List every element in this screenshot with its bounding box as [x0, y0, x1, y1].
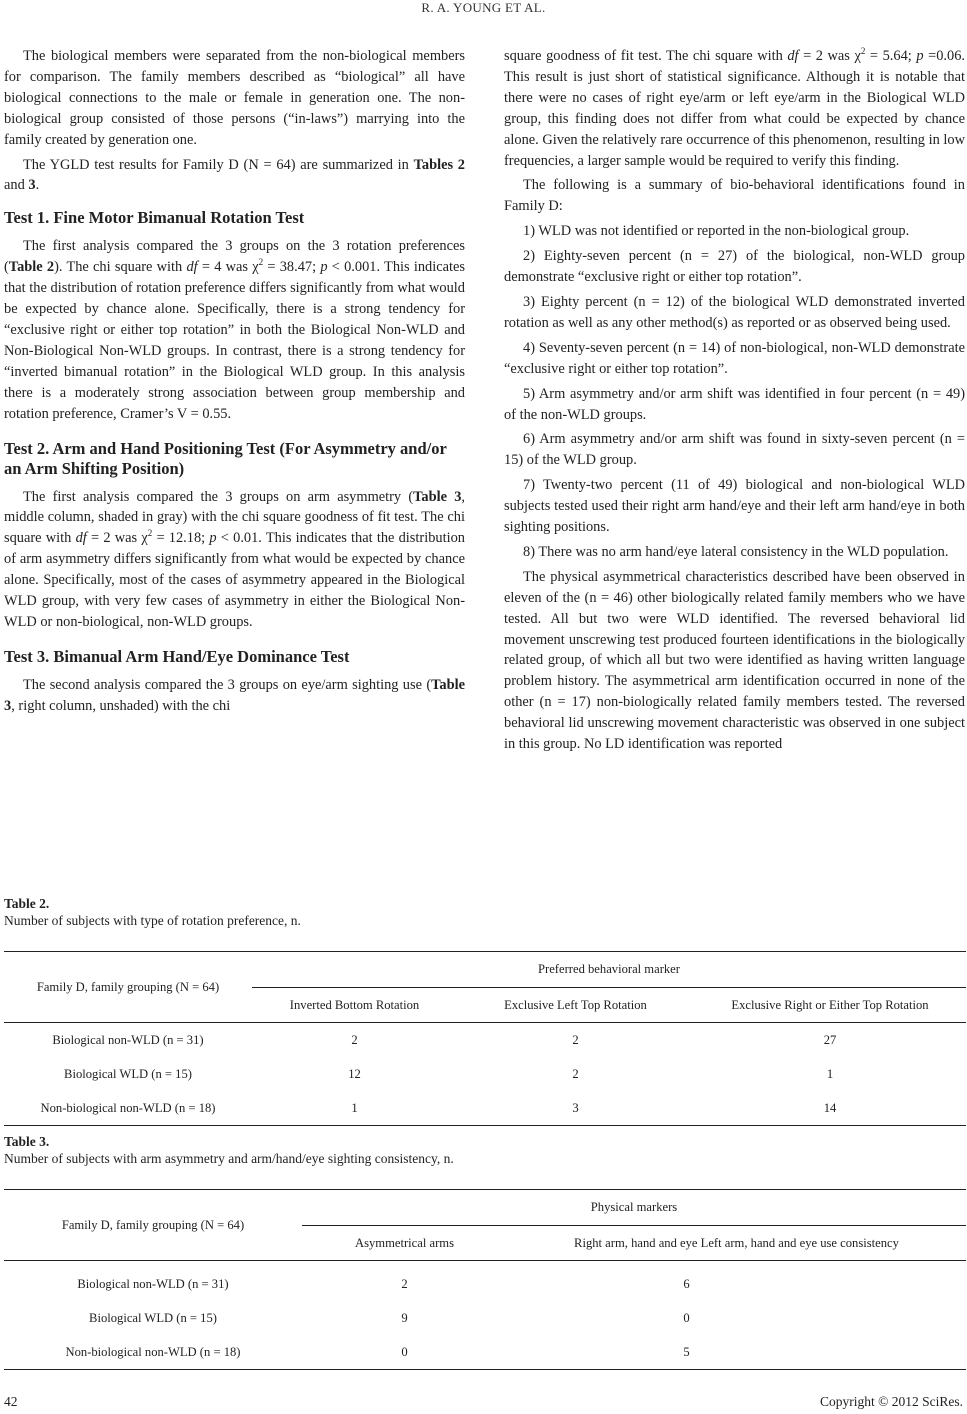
- section-heading: Test 3. Bimanual Arm Hand/Eye Dominance Test: [4, 646, 350, 666]
- list-item: 3) Eighty percent (n = 12) of the biological WLD demonstrated inverted rotation as well as any other method(s) as reported or as observed being used.: [504, 293, 965, 331]
- column-header: Right arm, hand and eye Left arm, hand and eye use consistency: [507, 1226, 966, 1261]
- table-label: Table 3.: [4, 1134, 50, 1149]
- cell: 2: [572, 1066, 579, 1081]
- table-row: [4, 1091, 966, 1126]
- paragraph: The first analysis compared the 3 groups on the 3 rotation preferences (Table 2). The chi square with df = 4 was $\chi^2 = 38.47$; p < 0.001. This indicates that the distribution of rotation preference differs significantly from what would be expected by chance alone. Specifically, there is a strong tendency for “exclusive right or either top rotation” in both the Biological Non-WLD and Non-Biological Non-WLD groups. In contrast, there is a strong tendency for “inverted bimanual rotation” in the Biological WLD group. In this analysis there is a moderately strong association between group membership and rotation preference, Cramer’s V = 0.55.: [4, 238, 465, 422]
- table-ref[interactable]: Table 3: [413, 488, 462, 505]
- table-3: [4, 1189, 966, 1370]
- paragraph: square goodness of fit test. The chi square with df = 2 was $\chi^2 = 5.64$; p =0.06. This result is just short of statistical significance. Although it is notable that there were no cases of right eye/arm or left eye/arm in the Biological WLD group, this finding does not differ from what could be expected by chance alone. Given the relatively rare occurrence of this phenomenon, resulting in low frequencies, a larger sample would be required to verify this finding.: [504, 46, 966, 169]
- column-header: Exclusive Left Top Rotation: [457, 988, 694, 1023]
- right-column: [504, 46, 965, 759]
- row-label: Biological WLD (n = 15): [64, 1066, 192, 1081]
- table-caption-text: Number of subjects with arm asymmetry and arm/hand/eye sighting consistency, n.: [4, 1151, 454, 1166]
- table-2: [4, 951, 966, 1126]
- section-heading: Test 2. Arm and Hand Positioning Test (For Asymmetry and/or an Arm Shifting Position): [4, 438, 447, 478]
- table-caption-text: Number of subjects with type of rotation preference, n.: [4, 913, 301, 928]
- cell: 3: [572, 1100, 579, 1115]
- page-number: 42: [4, 1394, 18, 1409]
- cell: 14: [823, 1100, 837, 1115]
- cell: 5: [683, 1344, 690, 1359]
- table-row: [4, 1261, 966, 1302]
- table-caption: [4, 1133, 966, 1167]
- section-heading: Test 1. Fine Motor Bimanual Rotation Test: [4, 208, 305, 228]
- list-item: 8) There was no arm hand/eye lateral consistency in the WLD population.: [523, 543, 949, 560]
- paragraph: The physical asymmetrical characteristics described have been observed in eleven of the (n = 46) other biologically related family members who we have tested. All but two were WLD identified. The reversed behavioral lid movement unscrewing test produced fourteen identifications in the biologically related group, of which all but two were identified as having written language problem history. The asymmetrical arm identification occurred in none of the other (n = 17) non-biologically related family members tested. The reversed behavioral lid unscrewing movement characteristic was observed in one subject in this group. No LD identification was reported: [504, 568, 965, 753]
- table-row: [4, 1023, 966, 1058]
- list-item: 5) Arm asymmetry and/or arm shift was identified in four percent (n = 49) of the non-WLD groups.: [504, 385, 965, 423]
- column-header: Inverted Bottom Rotation: [252, 988, 457, 1023]
- cell: 1: [826, 1066, 834, 1081]
- column-header: Asymmetrical arms: [302, 1226, 507, 1261]
- row-label: Non-biological non-WLD (n = 18): [65, 1344, 241, 1359]
- cell: 1: [351, 1100, 358, 1115]
- list-item: 4) Seventy-seven percent (n = 14) of non-biological, non-WLD demonstrate “exclusive right or either top rotation”.: [504, 339, 965, 377]
- table-ref[interactable]: 3: [28, 177, 36, 194]
- cell: 12: [348, 1066, 361, 1081]
- list-item: 2) Eighty-seven percent (n = 27) of the biological, non-WLD group demonstrate “exclusive right or either top rotation”.: [504, 248, 965, 286]
- running-head: R. A. YOUNG ET AL.: [421, 0, 546, 15]
- left-column: [4, 46, 465, 721]
- table-label: Table 2.: [4, 896, 50, 911]
- paragraph: The YGLD test results for Family D (N = 64) are summarized in Tables 2 and 3.: [4, 156, 465, 194]
- paragraph: The biological members were separated from the non-biological members for comparison. The family members described as “biological” all have biological connections to the male or female in generation one. The non-biological group consisted of those persons (“in-laws”) marrying into the family created by generation one.: [4, 48, 465, 148]
- row-label: Biological non-WLD (n = 31): [52, 1032, 204, 1047]
- cell: 27: [823, 1032, 837, 1047]
- row-label: Non-biological non-WLD (n = 18): [40, 1100, 216, 1115]
- row-header: Family D, family grouping (N = 64): [4, 952, 252, 1023]
- list-item: 6) Arm asymmetry and/or arm shift was found in sixty-seven percent (n = 15) of the WLD group.: [504, 431, 965, 469]
- column-header: Exclusive Right or Either Top Rotation: [694, 988, 966, 1023]
- table-ref[interactable]: Tables 2: [413, 156, 465, 173]
- cell: 2: [401, 1276, 408, 1291]
- table-row: [4, 1057, 966, 1091]
- table-2-block: [4, 895, 966, 1126]
- table-row: [4, 1335, 966, 1370]
- cell: 2: [351, 1032, 358, 1047]
- cell: 9: [401, 1310, 408, 1325]
- row-label: Biological non-WLD (n = 31): [77, 1276, 229, 1291]
- table-row: [4, 1301, 966, 1335]
- paragraph: The following is a summary of bio-behavioral identifications found in Family D:: [504, 177, 965, 215]
- table-caption: [4, 895, 966, 929]
- cell: 2: [572, 1032, 579, 1047]
- row-header: Family D, family grouping (N = 64): [4, 1190, 302, 1261]
- group-header: Physical markers: [302, 1190, 966, 1226]
- paragraph: The first analysis compared the 3 groups on arm asymmetry (Table 3, middle column, shaded in gray) with the chi square goodness of fit test. The chi square with df = 2 was $\chi^2 = 12.18$; p < 0.01. This indicates that the distribution of arm asymmetry differs significantly from what would be expected by chance alone. Specifically, most of the cases of asymmetry appeared in the Biological WLD group, with very few cases of asymmetry in either the Biological Non-WLD or non-biological, non-WLD groups.: [4, 488, 466, 630]
- list-item: 7) Twenty-two percent (11 of 49) biological and non-biological WLD subjects tested used their right arm hand/eye and their left arm hand/eye in both sighting positions.: [504, 477, 965, 536]
- cell: 0: [683, 1310, 690, 1325]
- cell: 6: [683, 1276, 690, 1291]
- group-header: Preferred behavioral marker: [252, 952, 966, 988]
- table-3-block: [4, 1133, 966, 1370]
- cell: 0: [401, 1344, 408, 1359]
- paragraph: The second analysis compared the 3 groups on eye/arm sighting use (Table 3, right column, unshaded) with the chi: [4, 676, 465, 714]
- copyright-notice: Copyright © 2012 SciRes.: [819, 1394, 963, 1409]
- row-label: Biological WLD (n = 15): [89, 1310, 217, 1325]
- list-item: 1) WLD was not identified or reported in the non-biological group.: [523, 223, 910, 240]
- table-ref[interactable]: Table 2: [8, 259, 55, 276]
- table-ref[interactable]: Table 3: [4, 676, 465, 714]
